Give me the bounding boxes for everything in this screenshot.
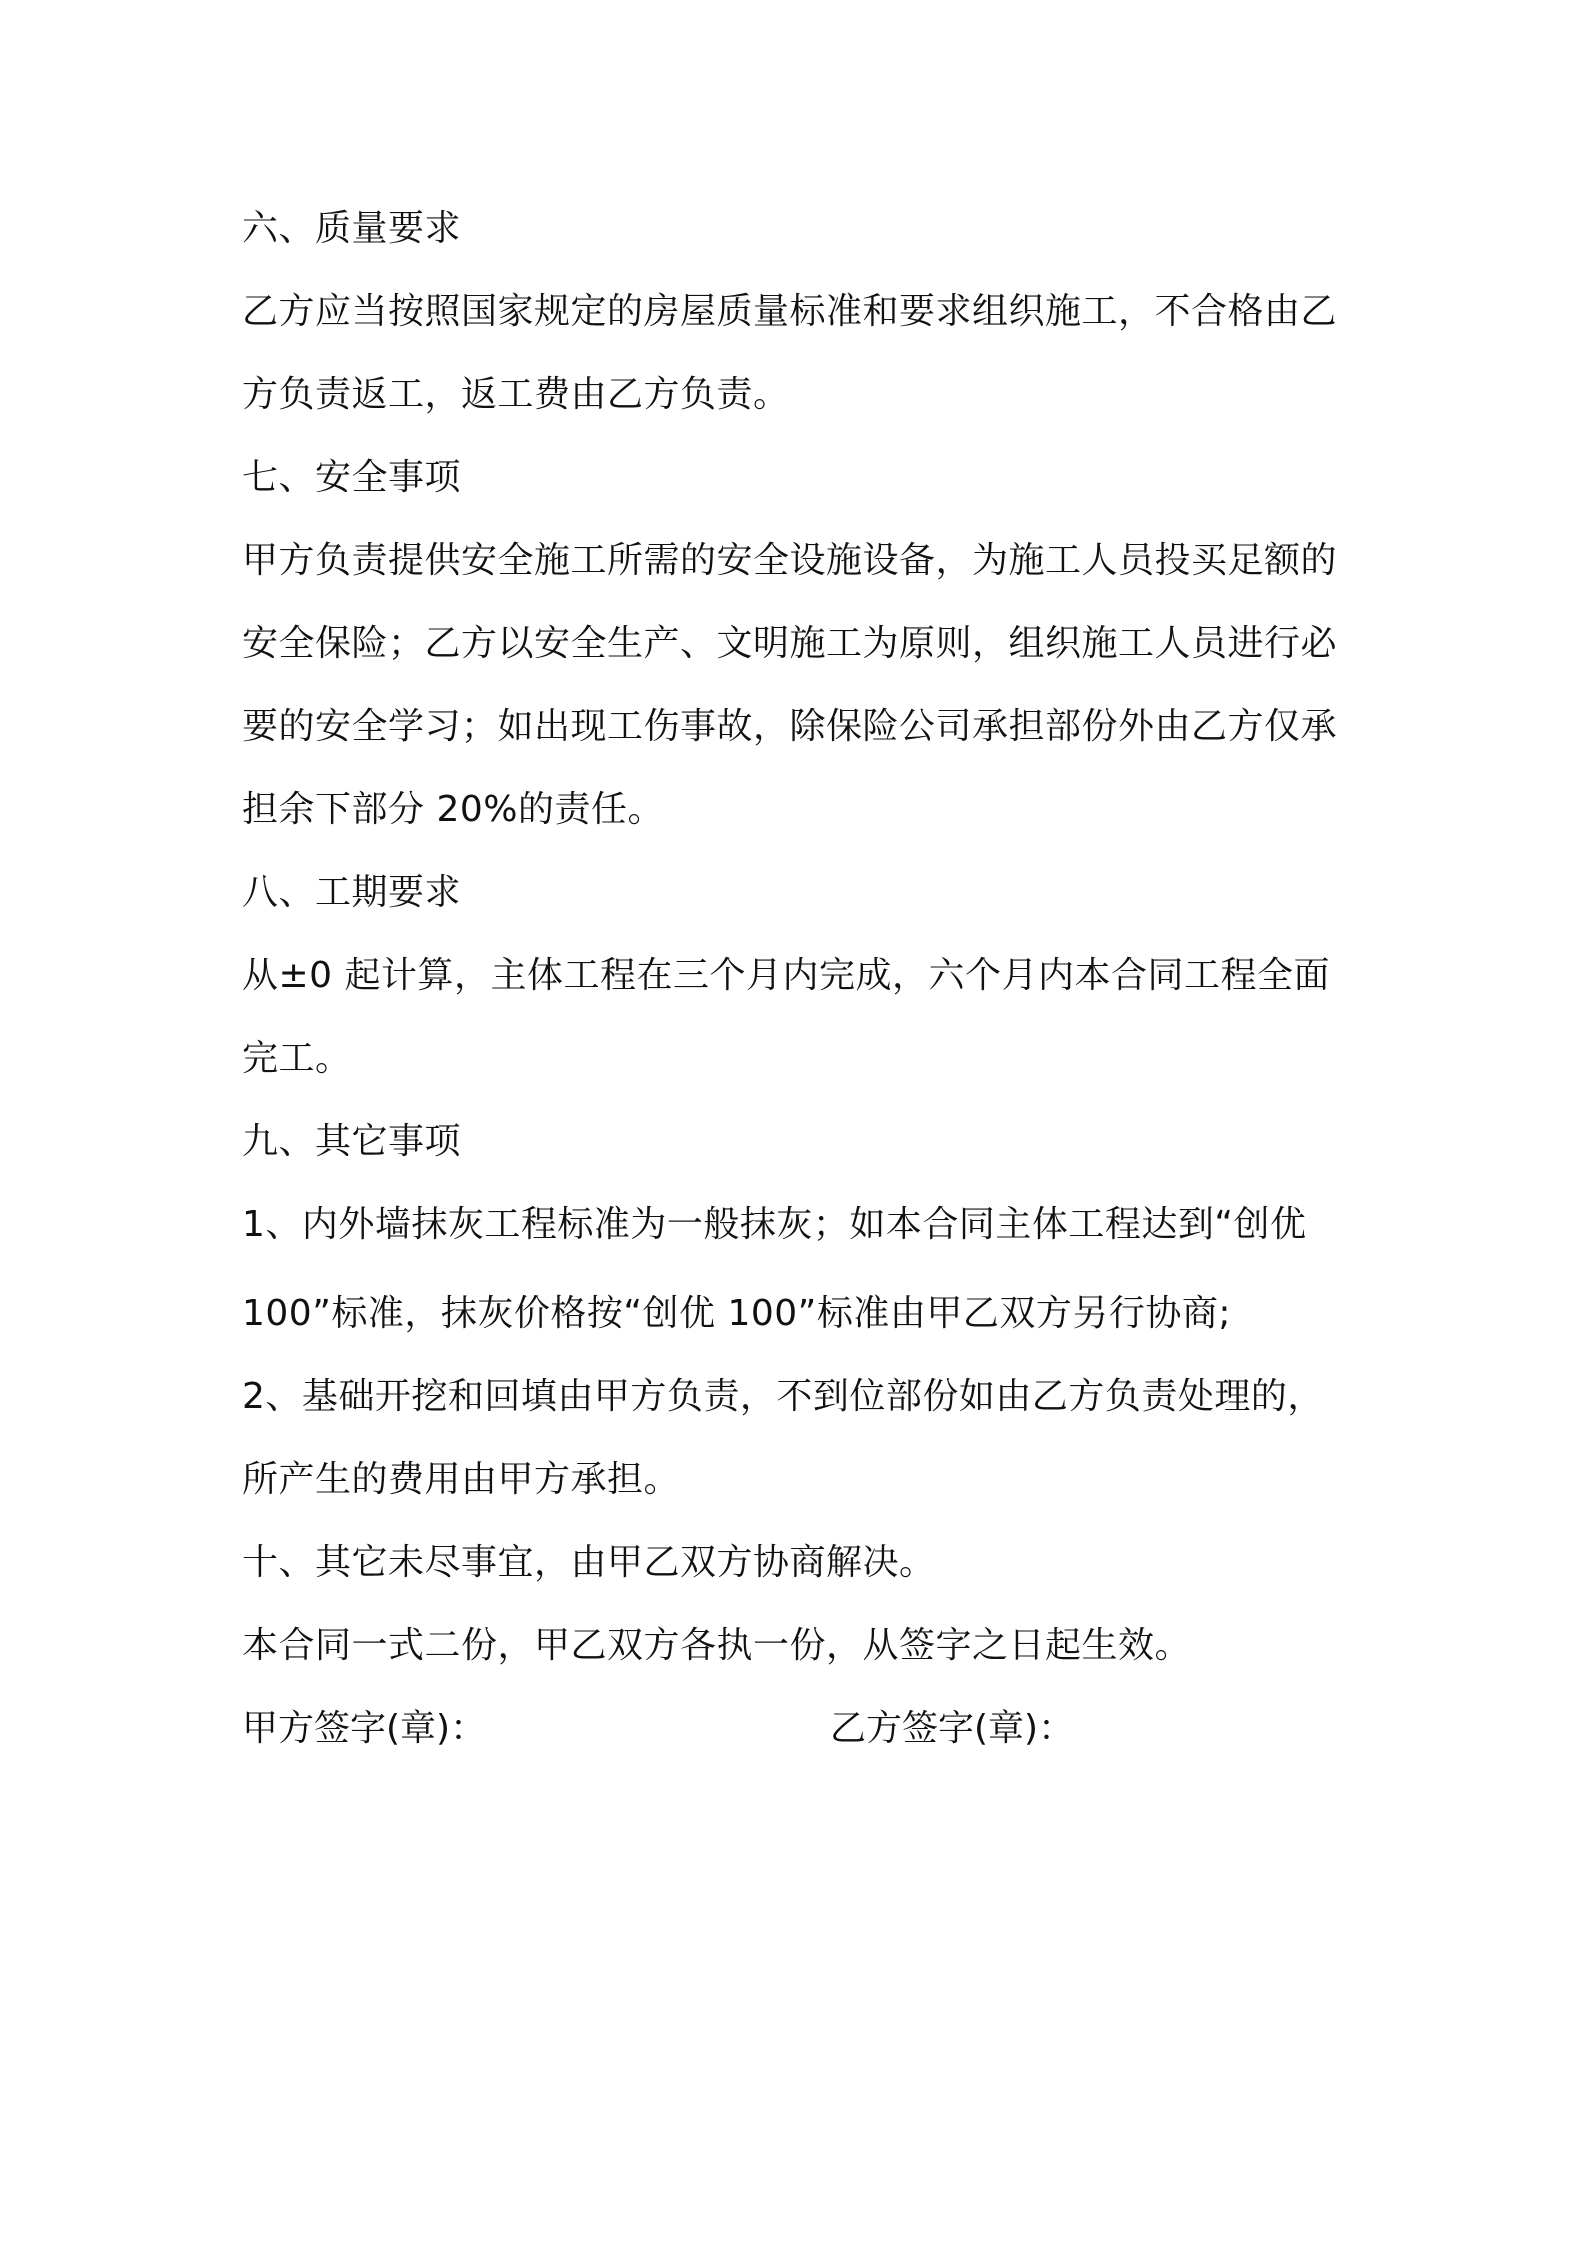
section-7-line-3: 要的安全学习；如出现工伤事故，除保险公司承担部份外由乙方仅承 xyxy=(242,706,1338,747)
section-9-line-2: 100”标准，抹灰价格按“创优 100”标准由甲乙双方另行协商; xyxy=(242,1293,1231,1334)
section-9-line-4: 所产生的费用由甲方承担。 xyxy=(242,1459,681,1500)
section-7-line-1: 甲方负责提供安全施工所需的安全设施设备，为施工人员投买足额的 xyxy=(242,540,1338,581)
section-6-line-1: 乙方应当按照国家规定的房屋质量标准和要求组织施工，不合格由乙 xyxy=(242,291,1338,332)
section-6-heading: 六、质量要求 xyxy=(242,208,462,249)
section-9-line-3: 2、基础开挖和回填由甲方负责，不到位部份如由乙方负责处理的， xyxy=(242,1376,1324,1417)
section-7-heading: 七、安全事项 xyxy=(242,457,462,498)
section-6-line-2: 方负责返工，返工费由乙方负责。 xyxy=(242,374,790,415)
section-9-line-1: 1、内外墙抹灰工程标准为一般抹灰；如本合同主体工程达到“创优 xyxy=(242,1204,1307,1245)
party-b-signature-label: 乙方签字(章)： xyxy=(830,1708,1075,1749)
section-7-line-2: 安全保险；乙方以安全生产、文明施工为原则，组织施工人员进行必 xyxy=(242,623,1338,664)
closing-statement: 本合同一式二份，甲乙双方各执一份，从签字之日起生效。 xyxy=(242,1625,1192,1666)
party-a-signature-label: 甲方签字(章)： xyxy=(242,1708,487,1749)
section-8-heading: 八、工期要求 xyxy=(242,872,462,913)
section-10-heading: 十、其它未尽事宜，由甲乙双方协商解决。 xyxy=(242,1542,936,1583)
section-9-heading: 九、其它事项 xyxy=(242,1121,462,1162)
section-7-line-4: 担余下部分 20%的责任。 xyxy=(242,789,664,830)
section-8-line-2: 完工。 xyxy=(242,1038,352,1079)
section-8-line-1: 从±0 起计算，主体工程在三个月内完成，六个月内本合同工程全面 xyxy=(242,955,1331,996)
